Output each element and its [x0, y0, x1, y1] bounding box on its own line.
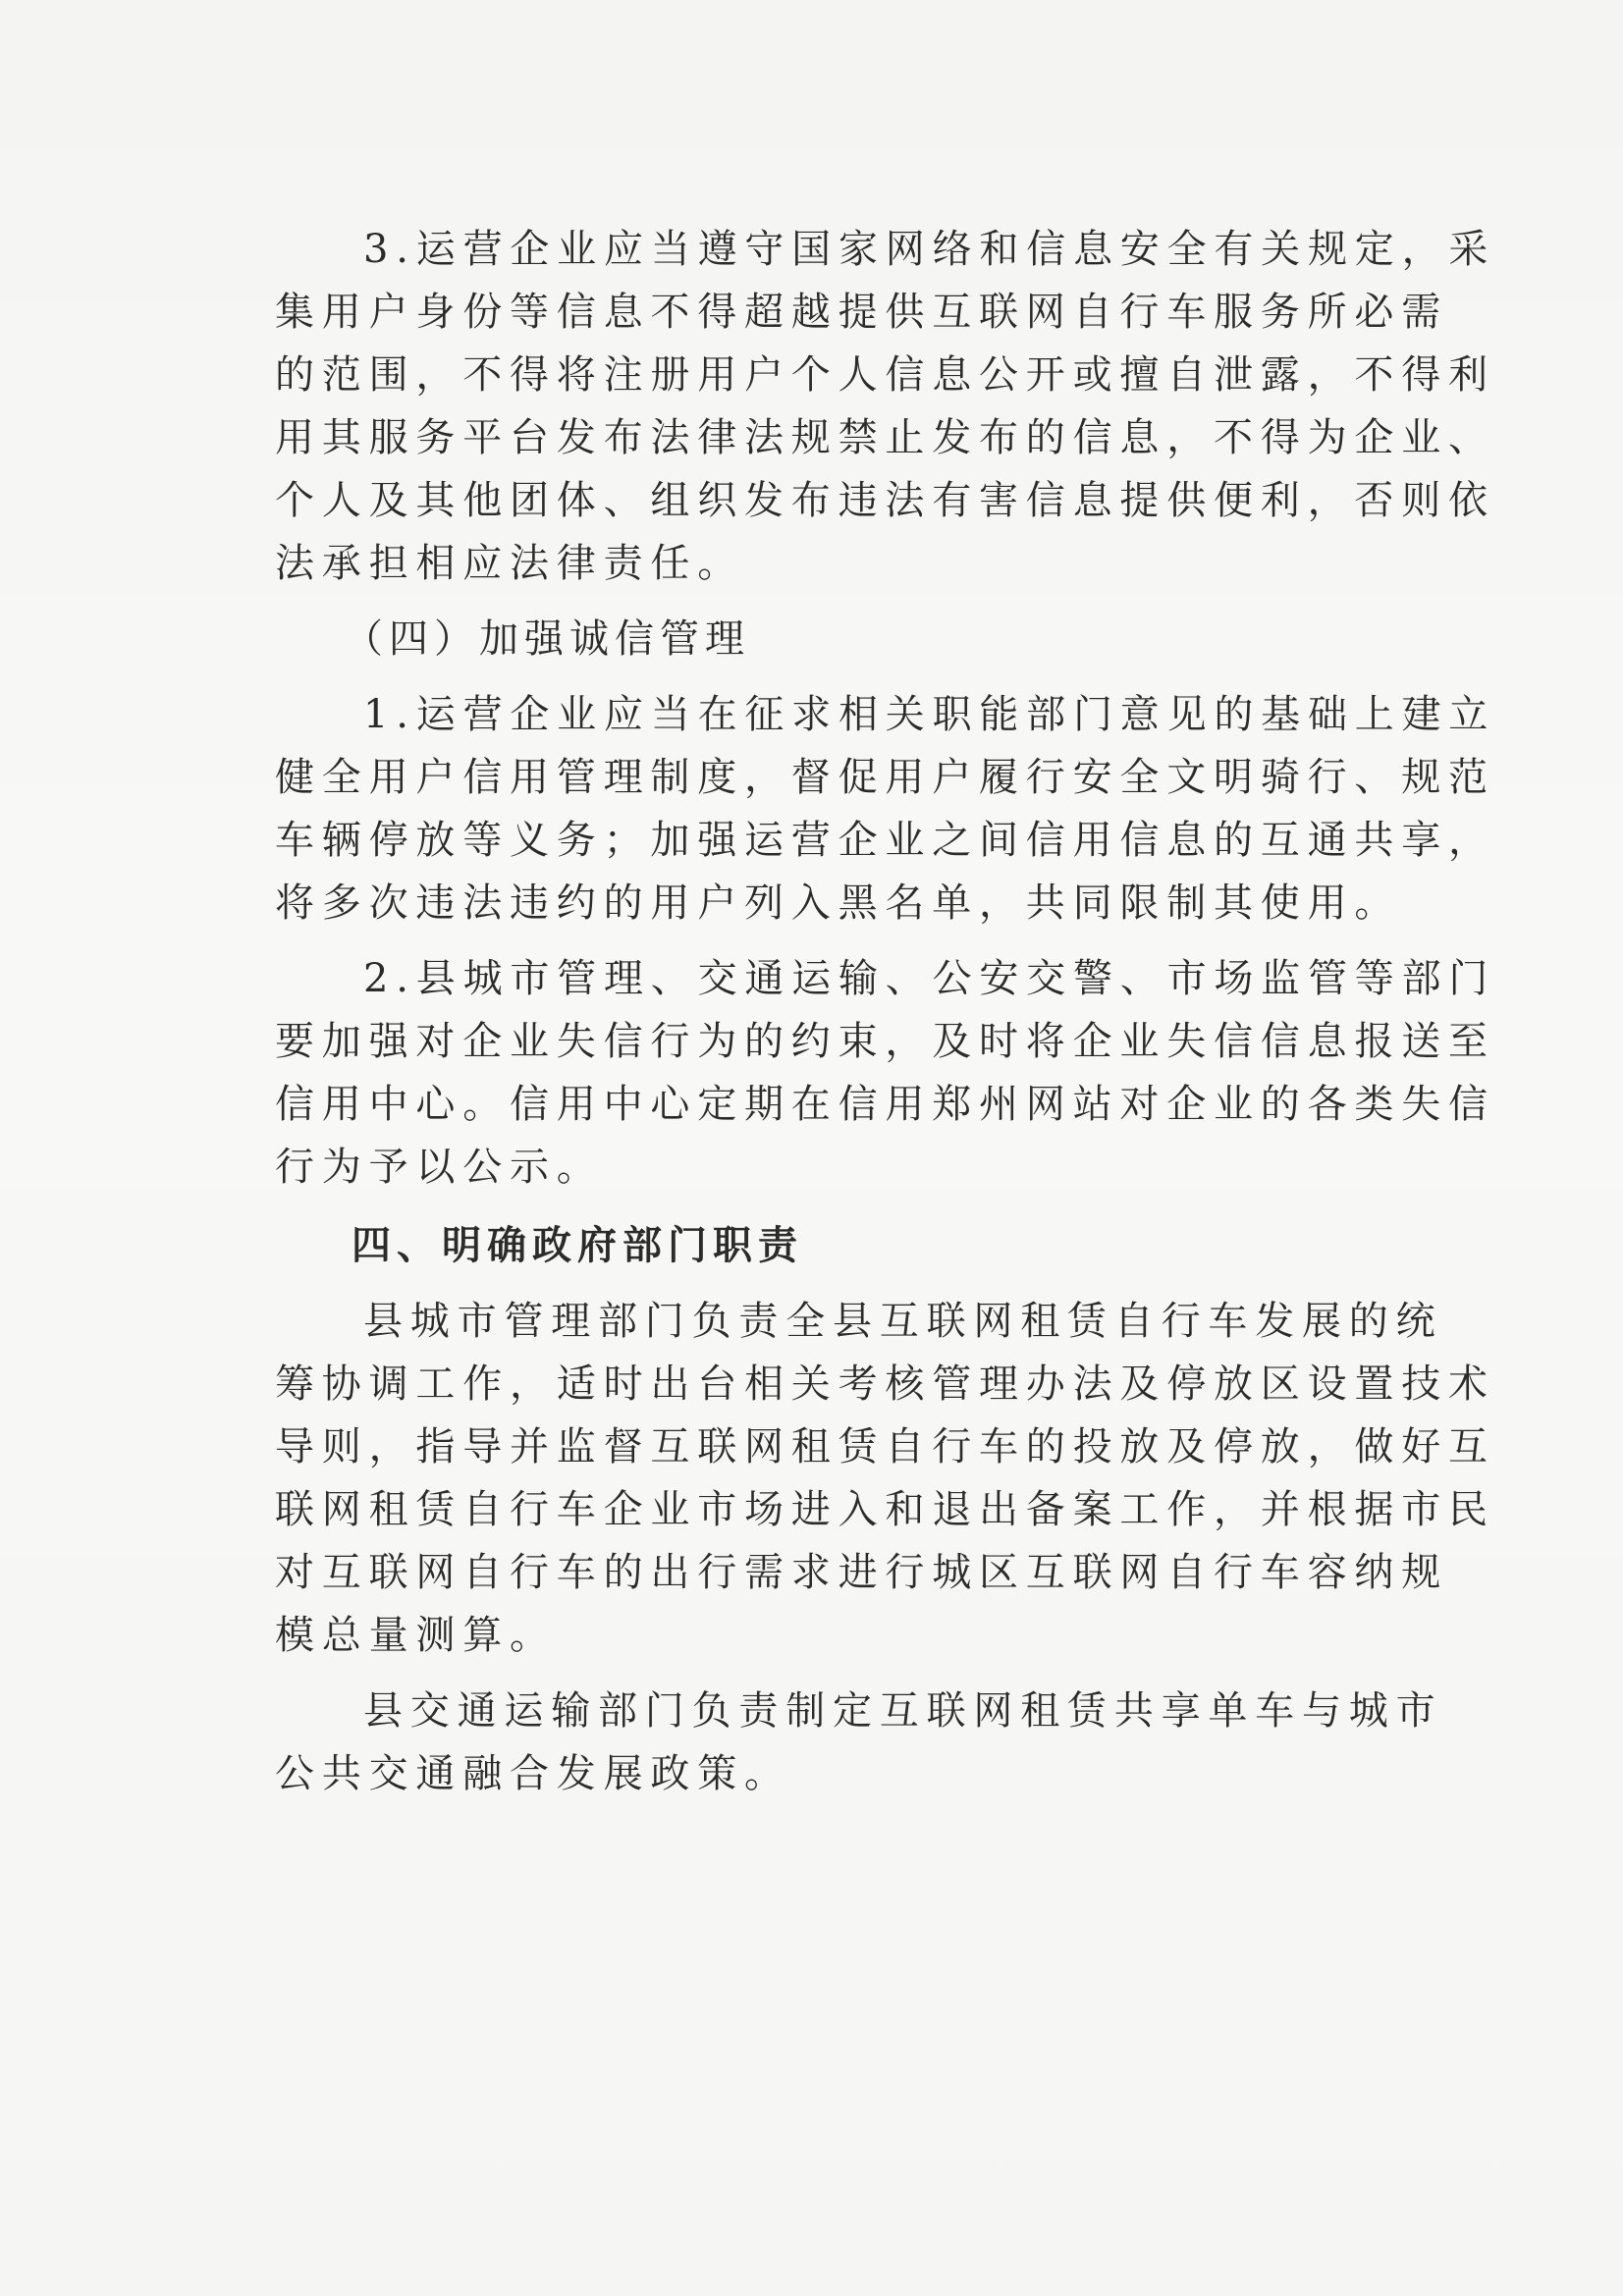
- text-line: 对互联网自行车的出行需求进行城区互联网自行车容纳规: [275, 1550, 1448, 1595]
- text-line: 将多次违法违约的用户列入黑名单，共同限制其使用。: [275, 881, 1402, 926]
- paragraph-transport-duty: [275, 1680, 1443, 1805]
- text-line: 要加强对企业失信行为的约束，及时将企业失信信息报送至: [275, 1019, 1495, 1064]
- text-line: 筹协调工作，适时出台相关考核管理办法及停放区设置技术: [275, 1362, 1495, 1407]
- text-line: 模总量测算。: [275, 1613, 557, 1658]
- text-line: 县城市管理部门负责全县互联网租赁自行车发展的统: [363, 1299, 1443, 1344]
- subheading-text: （四）加强诚信管理: [344, 616, 750, 662]
- document-body: [275, 218, 1496, 1805]
- text-line: 个人及其他团体、组织发布违法有害信息提供便利，否则依: [275, 478, 1495, 523]
- section-subheading-credit-management: [275, 608, 1404, 670]
- text-line: 用其服务平台发布法律法规禁止发布的信息，不得为企业、: [275, 415, 1495, 460]
- text-line: 健全用户信用管理制度，督促用户履行安全文明骑行、规范: [275, 755, 1495, 800]
- paragraph-enterprise-dishonesty: [275, 947, 1496, 1199]
- section-heading-government-duties: [275, 1214, 1404, 1277]
- text-line: 公共交通融合发展政策。: [275, 1751, 791, 1796]
- text-line: 导则，指导并监督互联网租赁自行车的投放及停放，做好互: [275, 1424, 1495, 1469]
- paragraph-urban-management-duty: [275, 1290, 1495, 1667]
- text-line: 车辆停放等义务；加强运营企业之间信用信息的互通共享，: [275, 818, 1495, 863]
- text-line: 联网租赁自行车企业市场进入和退出备案工作，并根据市民: [275, 1487, 1495, 1532]
- text-line: 行为予以公示。: [275, 1145, 604, 1190]
- text-line: 3.运营企业应当遵守国家网络和信息安全有关规定，采: [363, 227, 1496, 272]
- text-line: 法承担相应法律责任。: [275, 541, 744, 586]
- text-line: 1.运营企业应当在征求相关职能部门意见的基础上建立: [363, 692, 1496, 737]
- text-line: 的范围，不得将注册用户个人信息公开或擅自泄露，不得利: [275, 352, 1495, 398]
- text-line: 集用户身份等信息不得超越提供互联网自行车服务所必需: [275, 290, 1448, 335]
- paragraph-user-credit-system: [275, 683, 1496, 934]
- heading-text: 四、明确政府部门职责: [352, 1223, 803, 1268]
- text-line: 信用中心。信用中心定期在信用郑州网站对企业的各类失信: [275, 1082, 1495, 1127]
- text-line: 2.县城市管理、交通运输、公安交警、市场监管等部门: [363, 956, 1496, 1001]
- paragraph-information-security: [275, 218, 1496, 595]
- text-line: 县交通运输部门负责制定互联网租赁共享单车与城市: [363, 1688, 1443, 1734]
